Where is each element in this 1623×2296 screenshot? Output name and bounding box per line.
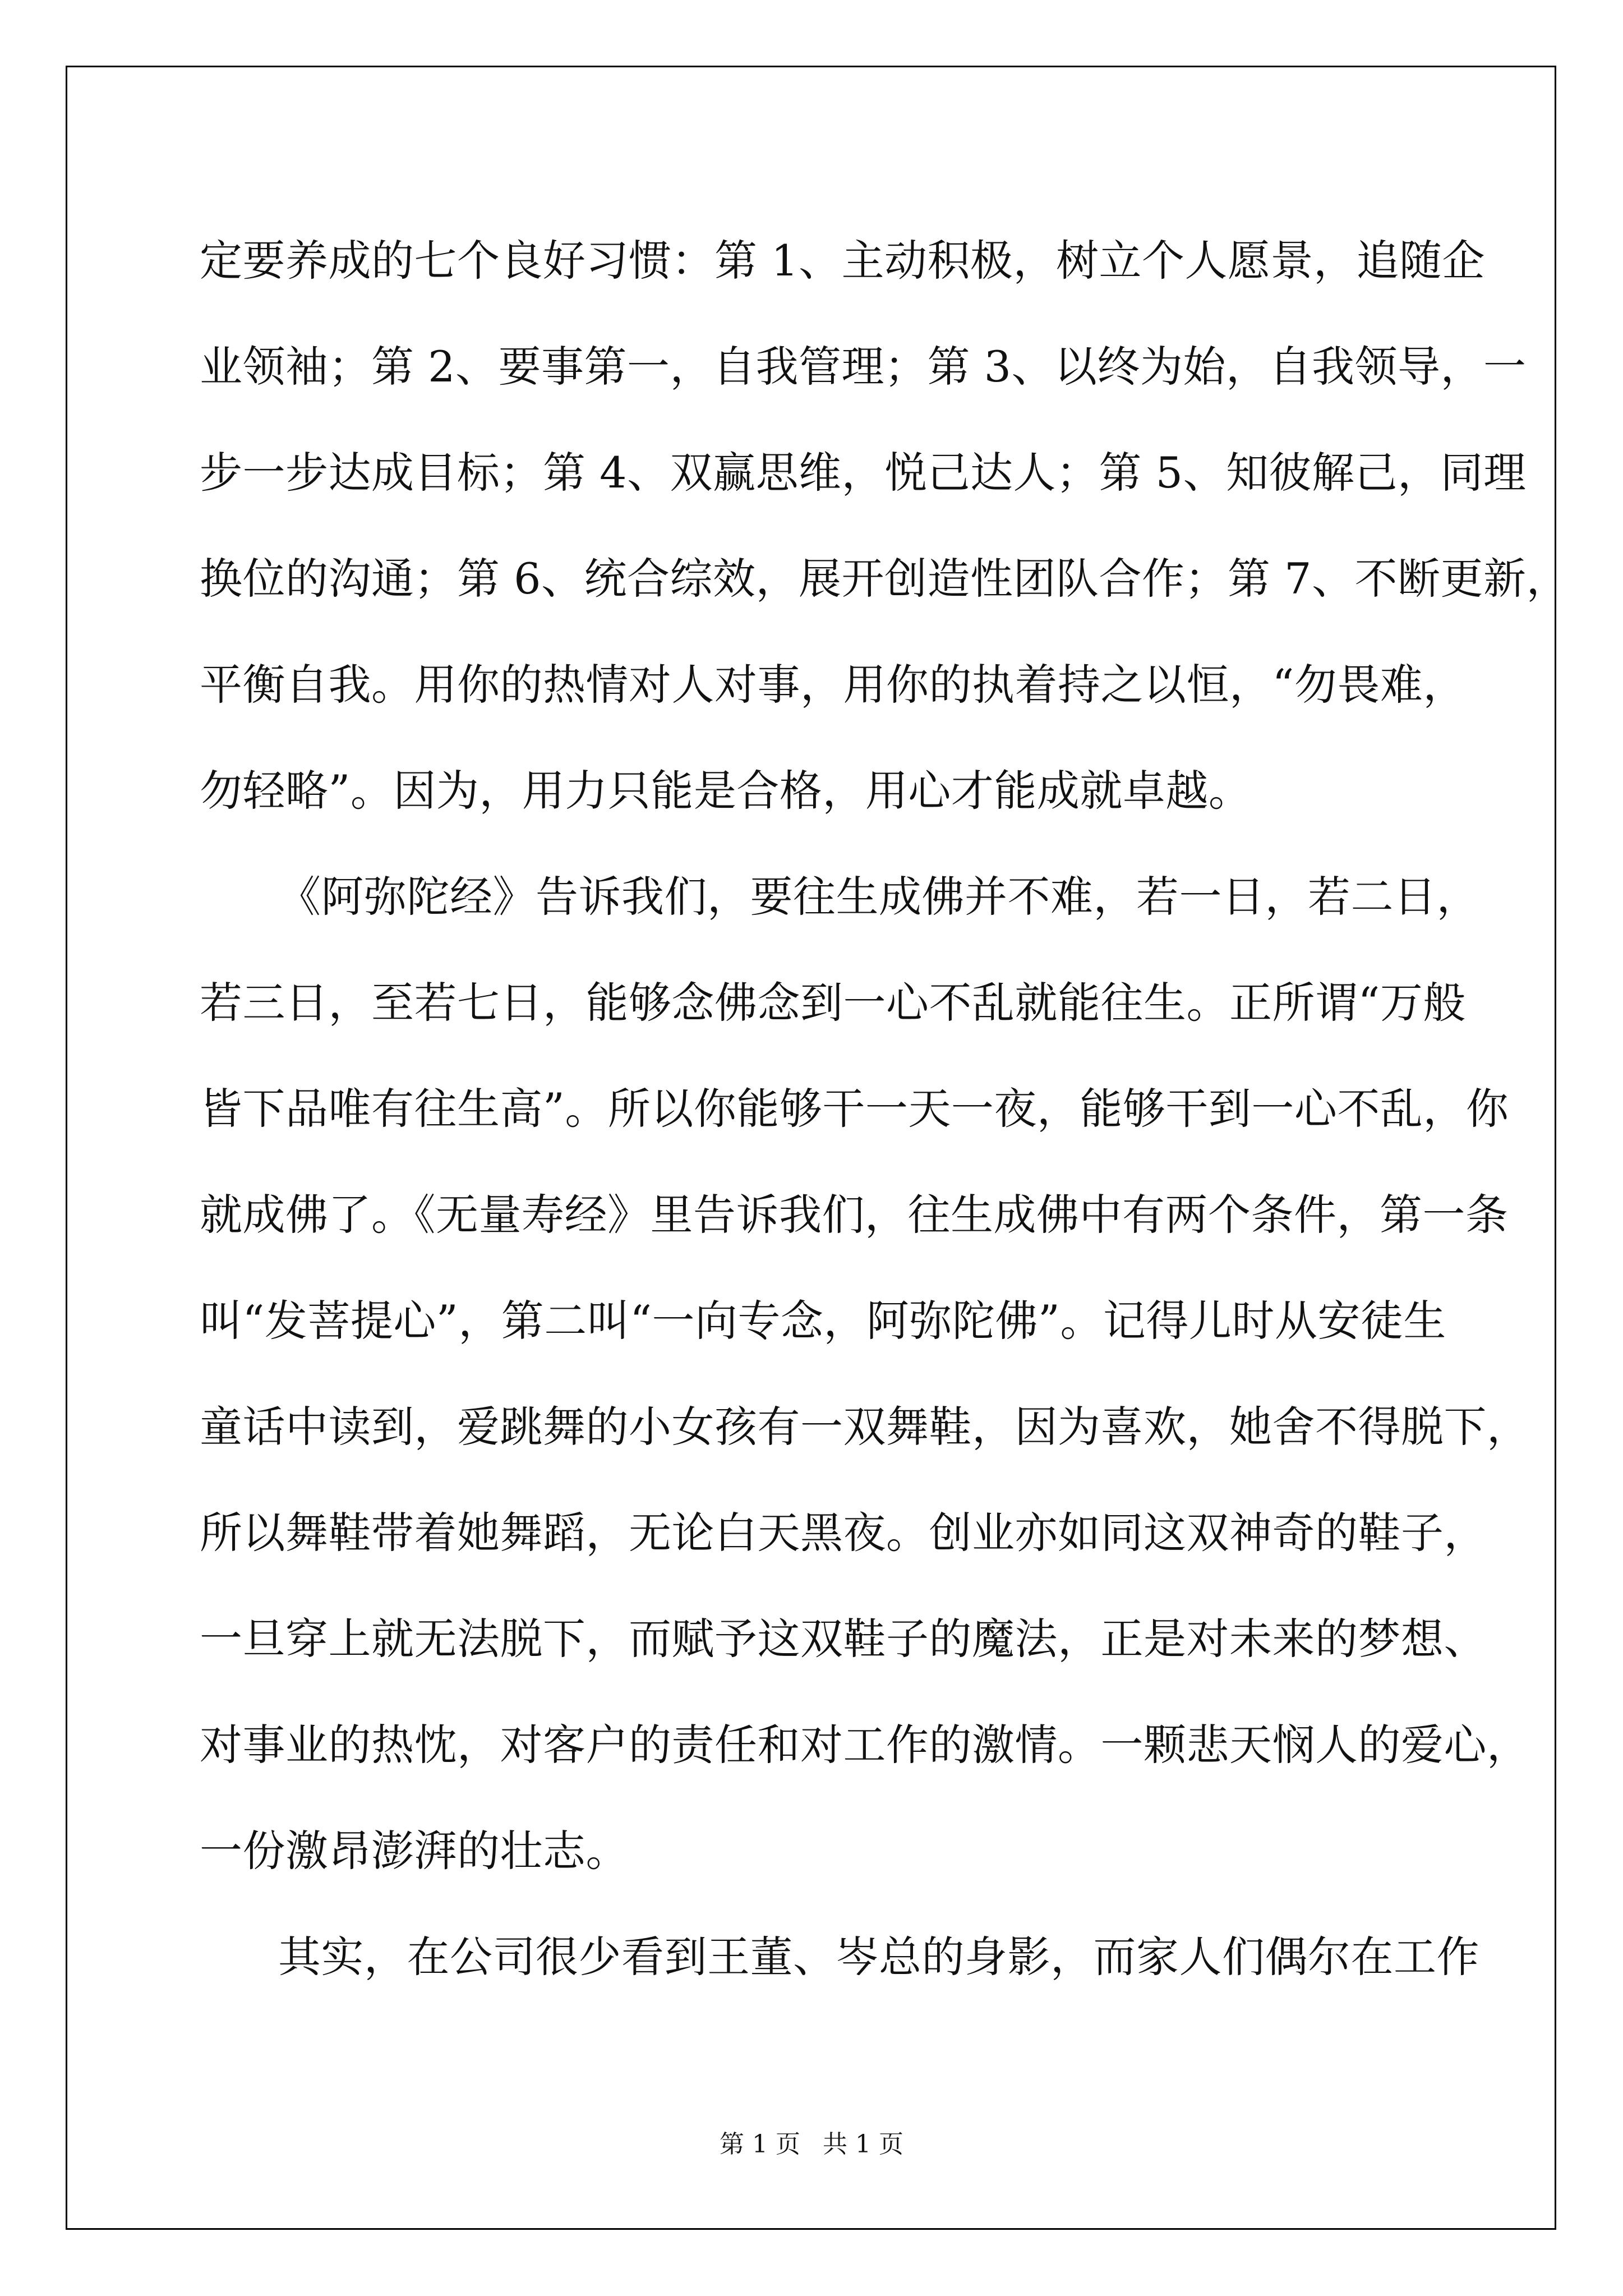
text-line: 平衡自我。用你的热情对人对事，用你的执着持之以恒，“勿畏难， <box>200 660 1466 710</box>
text-line: 一旦穿上就无法脱下，而赋予这双鞋子的魔法，正是对未来的梦想、 <box>200 1614 1487 1664</box>
text-line: 所以舞鞋带着她舞蹈，无论白天黑夜。创业亦如同这双神奇的鞋子， <box>200 1508 1487 1558</box>
text-line: 其实，在公司很少看到王董、岑总的身影，而家人们偶尔在工作 <box>278 1932 1479 1982</box>
text-line: 童话中读到，爱跳舞的小女孩有一双舞鞋，因为喜欢，她舍不得脱下， <box>200 1402 1530 1452</box>
text-line: 皆下品唯有往生高”。所以你能够干一天一夜，能够干到一心不乱，你 <box>200 1084 1509 1134</box>
document-body <box>200 208 1570 2010</box>
text-line: 勿轻略”。因为，用力只能是合格，用心才能成就卓越。 <box>200 766 1252 816</box>
page-footer <box>0 2128 1623 2161</box>
text-line: 就成佛了。《无量寿经》里告诉我们，往生成佛中有两个条件，第一条 <box>200 1190 1509 1240</box>
text-line: 一份激昂澎湃的壮志。 <box>200 1826 629 1876</box>
page-total: 共 1 页 <box>823 2130 903 2159</box>
text-line: 若三日，至若七日，能够念佛念到一心不乱就能往生。正所谓“万般 <box>200 978 1466 1028</box>
text-line: 《阿弥陀经》告诉我们，要往生成佛并不难，若一日，若二日， <box>278 872 1479 922</box>
text-line: 换位的沟通；第 6、统合综效，展开创造性团队合作；第 7、不断更新， <box>200 554 1570 604</box>
text-line: 步一步达成目标；第 4、双赢思维，悦己达人；第 5、知彼解己，同理 <box>200 448 1527 498</box>
text-line: 定要养成的七个良好习惯：第 1、主动积极，树立个人愿景，追随企 <box>200 236 1486 286</box>
text-line: 对事业的热忱，对客户的责任和对工作的激情。一颗悲天悯人的爱心， <box>200 1720 1530 1770</box>
text-line: 业领袖；第 2、要事第一，自我管理；第 3、以终为始，自我领导，一 <box>200 342 1527 392</box>
text-line: 叫“发菩提心”，第二叫“一向专念，阿弥陀佛”。记得儿时从安徒生 <box>200 1296 1446 1346</box>
page-number: 第 1 页 <box>720 2130 800 2159</box>
